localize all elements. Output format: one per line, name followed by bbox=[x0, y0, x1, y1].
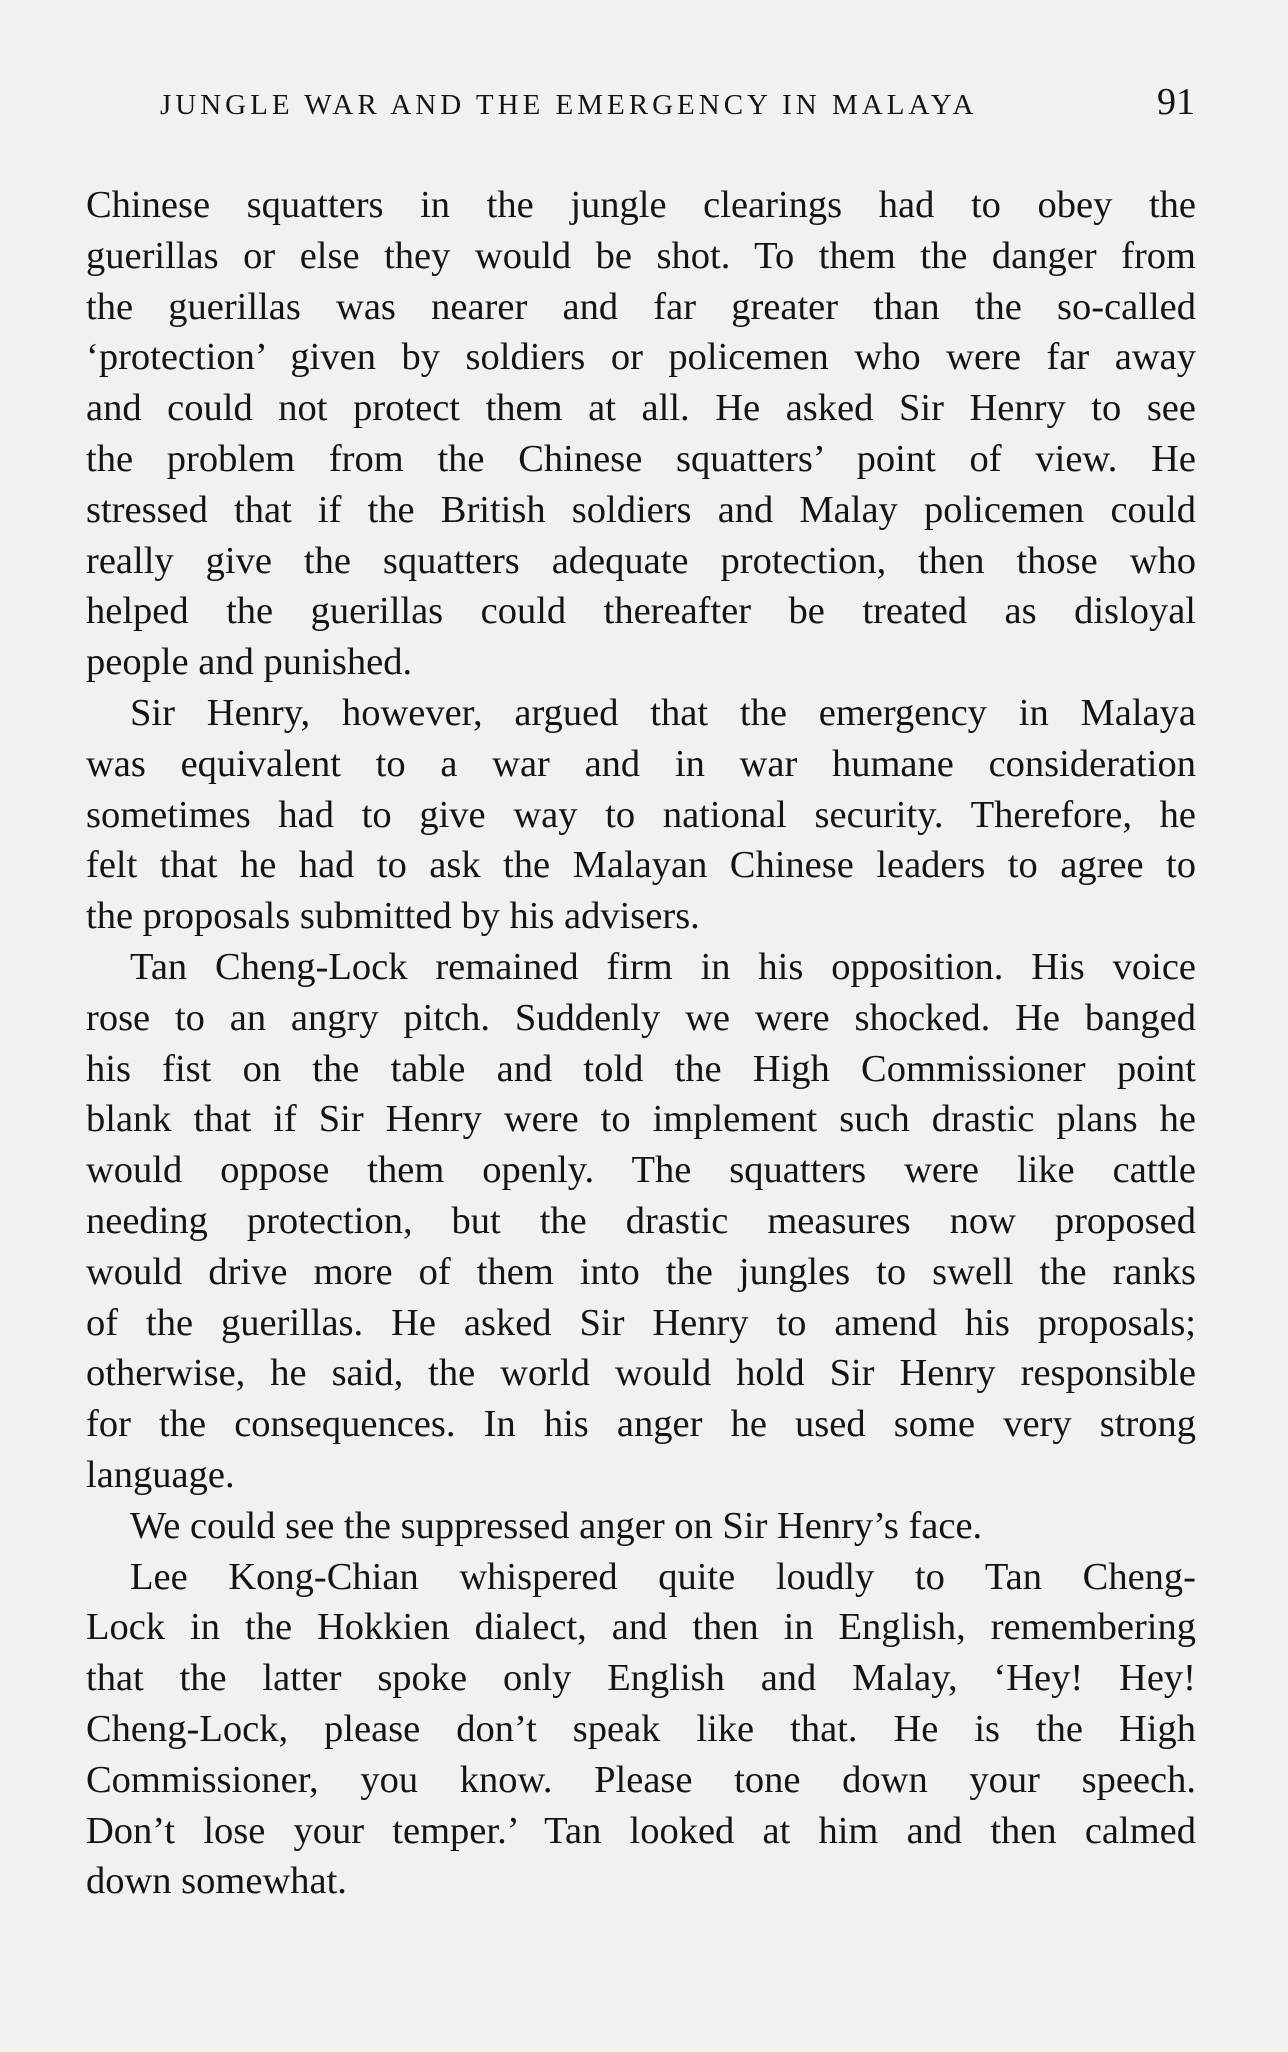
paragraph bbox=[86, 942, 1196, 1501]
text-line: needing protection, but the drastic measures now proposed bbox=[86, 1199, 1196, 1242]
text-line: Chinese squatters in the jungle clearings had to obey the bbox=[86, 184, 1196, 226]
text-line: stressed that if the British soldiers and Malay policemen could bbox=[86, 488, 1196, 531]
page-number: 91 bbox=[1157, 81, 1195, 123]
text-line: sometimes had to give way to national security. Therefore, he bbox=[86, 793, 1196, 836]
text-line: for the consequences. In his anger he used some very strong bbox=[86, 1403, 1196, 1446]
text-line: his fist on the table and told the High Commissioner point bbox=[86, 1047, 1196, 1090]
text-line: Lee Kong-Chian whispered quite loudly to Tan Cheng- bbox=[130, 1555, 1196, 1598]
text-line: Sir Henry, however, argued that the emergency in Malaya bbox=[130, 691, 1196, 734]
text-line: Lock in the Hokkien dialect, and then in English, remembering bbox=[86, 1606, 1196, 1649]
text-line: down somewhat. bbox=[86, 1860, 347, 1903]
text-line: language. bbox=[86, 1453, 235, 1496]
text-line: people and punished. bbox=[86, 641, 413, 684]
running-head bbox=[160, 80, 1195, 130]
paragraph bbox=[86, 1552, 1196, 1908]
text-line: of the guerillas. He asked Sir Henry to amend his proposals; bbox=[86, 1301, 1196, 1344]
text-line: was equivalent to a war and in war humane consideration bbox=[86, 742, 1196, 785]
text-line: Commissioner, you know. Please tone down your speech. bbox=[86, 1758, 1196, 1801]
text-line: the proposals submitted by his advisers. bbox=[86, 895, 700, 938]
text-line: helped the guerillas could thereafter be treated as disloyal bbox=[86, 590, 1196, 633]
text-line: otherwise, he said, the world would hold Sir Henry responsible bbox=[86, 1352, 1196, 1395]
text-line: rose to an angry pitch. Suddenly we were shocked. He banged bbox=[86, 996, 1196, 1039]
paragraph bbox=[86, 1501, 1196, 1552]
text-line: that the latter spoke only English and Malay, ‘Hey! Hey! bbox=[86, 1657, 1196, 1700]
text-line: would oppose them openly. The squatters were like cattle bbox=[86, 1149, 1196, 1192]
text-line: really give the squatters adequate protection, then those who bbox=[86, 539, 1196, 582]
text-line: guerillas or else they would be shot. To them the danger from bbox=[86, 234, 1196, 277]
text-line: felt that he had to ask the Malayan Chinese leaders to agree to bbox=[86, 844, 1196, 887]
text-line: Don’t lose your temper.’ Tan looked at him and then calmed bbox=[86, 1809, 1196, 1852]
text-line: blank that if Sir Henry were to implement such drastic plans he bbox=[86, 1098, 1196, 1141]
text-line: would drive more of them into the jungles to swell the ranks bbox=[86, 1250, 1196, 1293]
text-line: the problem from the Chinese squatters’ point of view. He bbox=[86, 437, 1196, 480]
paragraph bbox=[86, 688, 1196, 942]
text-line: Cheng-Lock, please don’t speak like that. He is the High bbox=[86, 1707, 1196, 1750]
text-line: We could see the suppressed anger on Sir Henry’s face. bbox=[130, 1504, 983, 1547]
text-line: and could not protect them at all. He asked Sir Henry to see bbox=[86, 387, 1196, 430]
running-title: JUNGLE WAR AND THE EMERGENCY IN MALAYA bbox=[160, 89, 978, 121]
text-line: Tan Cheng-Lock remained firm in his opposition. His voice bbox=[130, 945, 1196, 988]
text-line: the guerillas was nearer and far greater than the so-called bbox=[86, 285, 1196, 328]
paragraph bbox=[86, 180, 1196, 688]
text-line: ‘protection’ given by soldiers or policemen who were far away bbox=[86, 336, 1196, 379]
body-text bbox=[86, 180, 1196, 1907]
